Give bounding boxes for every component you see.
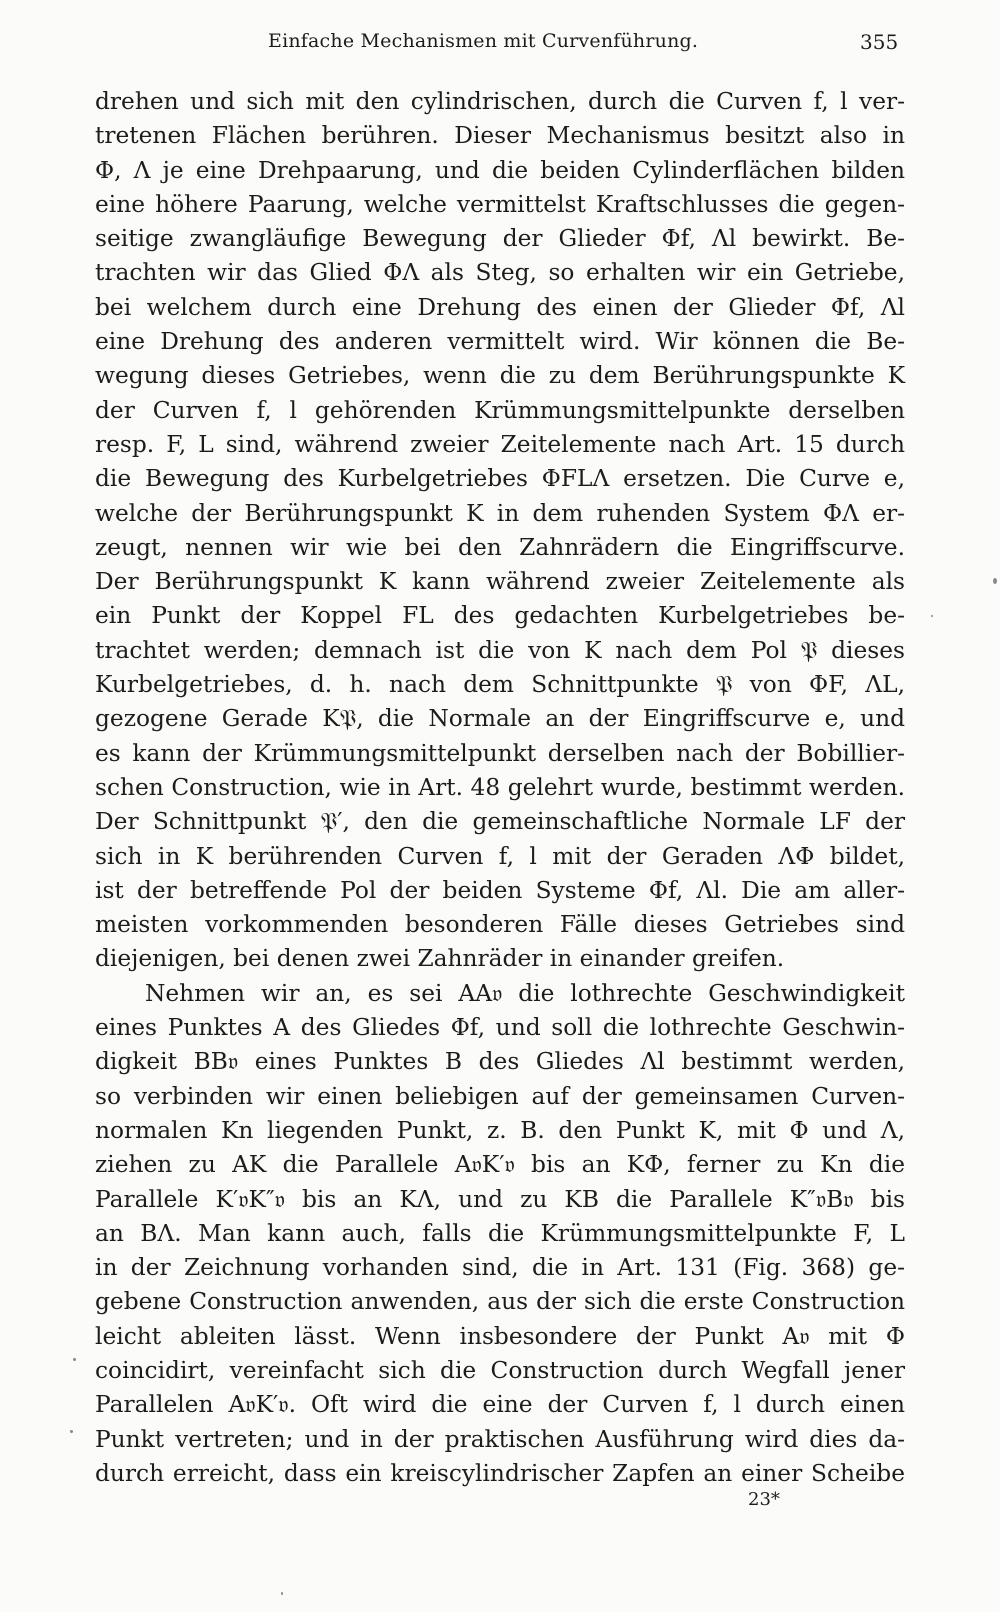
text-line: Punkt vertreten; und in der praktischen Ausführung wird dies da- bbox=[95, 1425, 905, 1453]
paper-speck bbox=[73, 1358, 76, 1361]
text-line: gezogene Gerade K𝔓, die Normale an der Eingriffscurve e, und bbox=[95, 705, 905, 733]
paper-speck bbox=[70, 1430, 73, 1433]
text-line: normalen Kn liegenden Punkt, z. B. den Punkt K, mit Φ und Λ, bbox=[95, 1116, 905, 1144]
text-line: ziehen zu AK die Parallele A𝔳K′𝔳 bis an KΦ, ferner zu Kn die bbox=[95, 1151, 905, 1179]
text-line: es kann der Krümmungsmittelpunkt derselben nach der Bobillier- bbox=[95, 739, 905, 767]
text-line: eines Punktes A des Gliedes Φf, und soll die lothrechte Geschwin- bbox=[95, 1014, 905, 1042]
text-line: Parallelen A𝔳K′𝔳. Oft wird die eine der Curven f, l durch einen bbox=[95, 1391, 905, 1419]
text-line: schen Construction, wie in Art. 48 gelehrt wurde, bestimmt werden. bbox=[95, 773, 905, 801]
text-line: durch erreicht, dass ein kreiscylindrischer Zapfen an einer Scheibe bbox=[95, 1459, 905, 1487]
text-line: Kurbelgetriebes, d. h. nach dem Schnittpunkte 𝔓 von ΦF, ΛL, bbox=[95, 671, 905, 699]
text-line: eine höhere Paarung, welche vermittelst Kraftschlusses die gegen- bbox=[95, 190, 905, 218]
text-line: gebene Construction anwenden, aus der sich die erste Construction bbox=[95, 1288, 905, 1316]
text-line: seitige zwangläufige Bewegung der Glieder Φf, Λl bewirkt. Be- bbox=[95, 225, 905, 253]
text-line: digkeit BB𝔳 eines Punktes B des Gliedes Λl bestimmt werden, bbox=[95, 1048, 905, 1076]
paper-speck bbox=[931, 615, 933, 617]
text-line: trachten wir das Glied ΦΛ als Steg, so erhalten wir ein Getriebe, bbox=[95, 259, 905, 287]
text-line: eine Drehung des anderen vermittelt wird. Wir können die Be- bbox=[95, 328, 905, 356]
text-line: ein Punkt der Koppel FL des gedachten Kurbelgetriebes be- bbox=[95, 602, 905, 630]
text-line: Φ, Λ je eine Drehpaarung, und die beiden Cylinderflächen bilden bbox=[95, 156, 905, 184]
text-line: coincidirt, vereinfacht sich die Construction durch Wegfall jener bbox=[95, 1356, 905, 1384]
text-line: sich in K berührenden Curven f, l mit der Geraden ΛΦ bildet, bbox=[95, 842, 905, 870]
text-line: welche der Berührungspunkt K in dem ruhenden System ΦΛ er- bbox=[95, 499, 905, 527]
body-text bbox=[95, 85, 905, 1491]
text-line: bei welchem durch eine Drehung des einen der Glieder Φf, Λl bbox=[95, 293, 905, 321]
text-line: der Curven f, l gehörenden Krümmungsmittelpunkte derselben bbox=[95, 396, 905, 424]
text-line: leicht ableiten lässt. Wenn insbesondere der Punkt A𝔳 mit Φ bbox=[95, 1322, 905, 1350]
text-line: die Bewegung des Kurbelgetriebes ΦFLΛ ersetzen. Die Curve e, bbox=[95, 465, 905, 493]
text-line: wegung dieses Getriebes, wenn die zu dem Berührungspunkte K bbox=[95, 362, 905, 390]
text-line: trachtet werden; demnach ist die von K nach dem Pol 𝔓 dieses bbox=[95, 636, 905, 664]
text-line: resp. F, L sind, während zweier Zeitelemente nach Art. 15 durch bbox=[95, 430, 905, 458]
page-number: 355 bbox=[860, 30, 899, 54]
text-line: zeugt, nennen wir wie bei den Zahnrädern die Eingriffscurve. bbox=[95, 533, 905, 561]
text-line: Der Schnittpunkt 𝔓′, den die gemeinschaftliche Normale LF der bbox=[95, 808, 905, 836]
paragraph-end-line: diejenigen, bei denen zwei Zahnräder in einander greifen. bbox=[95, 945, 785, 973]
text-line: meisten vorkommenden besonderen Fälle dieses Getriebes sind bbox=[95, 911, 905, 939]
text-line: an BΛ. Man kann auch, falls die Krümmungsmittelpunkte F, L bbox=[95, 1219, 905, 1247]
text-line: ist der betreffende Pol der beiden Systeme Φf, Λl. Die am aller- bbox=[95, 876, 905, 904]
text-line: Der Berührungspunkt K kann während zweier Zeitelemente als bbox=[95, 568, 905, 596]
paragraph-start-line: Nehmen wir an, es sei AA𝔳 die lothrechte Geschwindigkeit bbox=[145, 979, 905, 1007]
text-line: in der Zeichnung vorhanden sind, die in Art. 131 (Fig. 368) ge- bbox=[95, 1254, 905, 1282]
text-line: tretenen Flächen berühren. Dieser Mechanismus besitzt also in bbox=[95, 122, 905, 150]
text-line: Parallele K′𝔳K″𝔳 bis an KΛ, und zu KB die Parallele K″𝔳B𝔳 bis bbox=[95, 1185, 905, 1213]
text-line: drehen und sich mit den cylindrischen, durch die Curven f, l ver- bbox=[95, 88, 905, 115]
running-head: Einfache Mechanismen mit Curvenführung. bbox=[268, 30, 699, 52]
paper-speck bbox=[993, 578, 997, 584]
text-line: so verbinden wir einen beliebigen auf der gemeinsamen Curven- bbox=[95, 1082, 905, 1110]
paper-speck bbox=[281, 1592, 283, 1595]
signature-mark: 23* bbox=[748, 1489, 780, 1510]
